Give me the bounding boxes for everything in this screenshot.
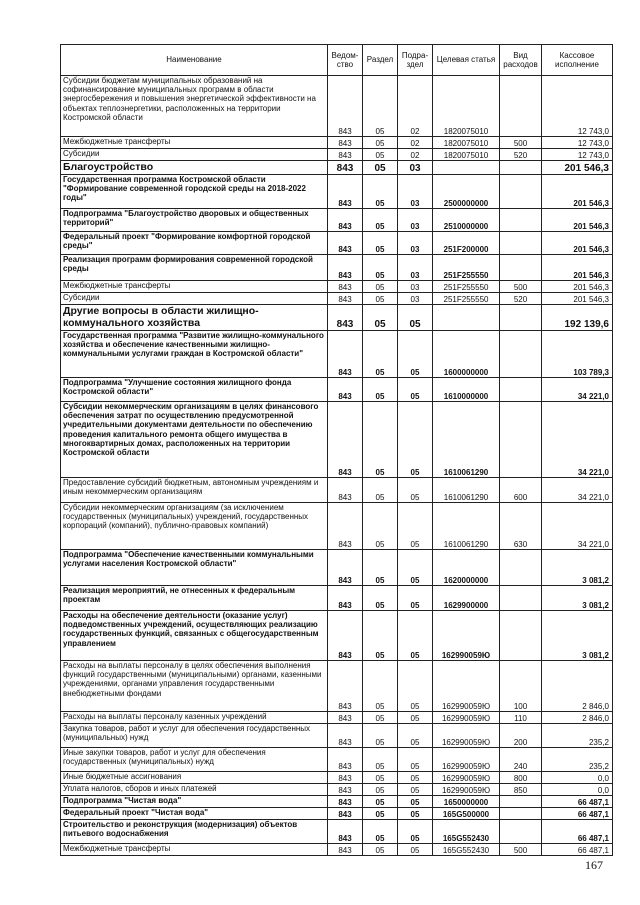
row-section: 05 [363, 611, 398, 661]
header-department: Ведом-ство [328, 45, 363, 76]
row-name: Иные бюджетные ассигнования [61, 772, 328, 784]
table-row [61, 796, 613, 808]
table-row [61, 137, 613, 149]
row-target-article: 162990059Ю [433, 611, 500, 661]
table-row [61, 712, 613, 724]
row-name: Расходы на выплаты персоналу казенных учреждений [61, 712, 328, 724]
table-row [61, 808, 613, 820]
row-name: Субсидии [61, 293, 328, 305]
row-department: 843 [328, 844, 363, 856]
row-expense-type [500, 232, 542, 255]
row-name: Субсидии некоммерческим организациям (за исключением государственных (муниципальных) учреждений, государственных корпораций (компаний), публично-правовых компаний) [61, 503, 328, 550]
row-expense-type [500, 550, 542, 586]
row-target-article: 1600000000 [433, 331, 500, 378]
row-section: 05 [363, 161, 398, 175]
table-row [61, 161, 613, 175]
row-amount: 34 221,0 [542, 478, 613, 503]
row-department: 843 [328, 550, 363, 586]
row-expense-type [500, 378, 542, 402]
row-amount: 201 546,3 [542, 255, 613, 281]
row-name: Уплата налогов, сборов и иных платежей [61, 784, 328, 796]
row-section: 05 [363, 293, 398, 305]
row-department: 843 [328, 712, 363, 724]
row-department: 843 [328, 305, 363, 331]
row-department: 843 [328, 293, 363, 305]
row-name: Субсидии бюджетам муниципальных образований на софинансирование муниципальных программ в области энергосбережения и повышения энергетической эффективности на объектах теплоэнергетики, расположенных на территории Костромской области [61, 76, 328, 137]
row-section: 05 [363, 784, 398, 796]
row-subsection: 05 [398, 784, 433, 796]
row-target-article: 165G500000 [433, 808, 500, 820]
row-target-article: 1820075010 [433, 137, 500, 149]
row-amount: 66 487,1 [542, 808, 613, 820]
header-name: Наименование [61, 45, 328, 76]
row-department: 843 [328, 209, 363, 232]
row-section: 05 [363, 820, 398, 844]
row-section: 05 [363, 378, 398, 402]
row-department: 843 [328, 149, 363, 161]
row-target-article: 162990059Ю [433, 784, 500, 796]
row-subsection: 05 [398, 796, 433, 808]
row-name: Государственная программа "Развитие жилищно-коммунального хозяйства и обеспечение качественными жилищно-коммунальными услугами граждан в Костромской области" [61, 331, 328, 378]
row-target-article: 251F255550 [433, 281, 500, 293]
row-department: 843 [328, 161, 363, 175]
row-amount: 66 487,1 [542, 844, 613, 856]
row-amount: 103 789,3 [542, 331, 613, 378]
row-target-article: 162990059Ю [433, 748, 500, 772]
table-row [61, 402, 613, 478]
row-department: 843 [328, 281, 363, 293]
row-expense-type [500, 586, 542, 611]
row-expense-type: 200 [500, 724, 542, 748]
row-expense-type: 110 [500, 712, 542, 724]
row-expense-type [500, 76, 542, 137]
table-row [61, 293, 613, 305]
row-subsection: 05 [398, 808, 433, 820]
row-name: Предоставление субсидий бюджетным, автономным учреждениям и иным некоммерческим организациям [61, 478, 328, 503]
row-name: Федеральный проект "Чистая вода" [61, 808, 328, 820]
row-expense-type [500, 808, 542, 820]
row-department: 843 [328, 820, 363, 844]
row-subsection: 05 [398, 772, 433, 784]
row-amount: 0,0 [542, 784, 613, 796]
table-row [61, 175, 613, 209]
table-row [61, 661, 613, 712]
row-section: 05 [363, 137, 398, 149]
row-target-article [433, 305, 500, 331]
row-target-article: 2500000000 [433, 175, 500, 209]
row-subsection: 05 [398, 820, 433, 844]
row-expense-type: 500 [500, 137, 542, 149]
row-name: Реализация программ формирования современной городской среды [61, 255, 328, 281]
row-expense-type: 520 [500, 293, 542, 305]
row-section: 05 [363, 402, 398, 478]
row-section: 05 [363, 281, 398, 293]
header-target-article: Целевая статья [433, 45, 500, 76]
table-row [61, 784, 613, 796]
header-cash-execution: Кассовое исполнение [542, 45, 613, 76]
row-target-article [433, 161, 500, 175]
row-target-article: 165G552430 [433, 844, 500, 856]
table-row [61, 209, 613, 232]
row-expense-type [500, 209, 542, 232]
row-target-article: 251F200000 [433, 232, 500, 255]
row-department: 843 [328, 76, 363, 137]
table-row [61, 772, 613, 784]
row-name: Другие вопросы в области жилищно-коммунального хозяйства [61, 305, 328, 331]
row-expense-type [500, 175, 542, 209]
row-subsection: 05 [398, 844, 433, 856]
row-name: Межбюджетные трансферты [61, 137, 328, 149]
row-section: 05 [363, 503, 398, 550]
row-subsection: 03 [398, 175, 433, 209]
row-subsection: 03 [398, 293, 433, 305]
row-target-article: 1620000000 [433, 550, 500, 586]
row-amount: 192 139,6 [542, 305, 613, 331]
row-expense-type: 850 [500, 784, 542, 796]
row-name: Межбюджетные трансферты [61, 844, 328, 856]
row-subsection: 05 [398, 748, 433, 772]
row-target-article: 251F255550 [433, 293, 500, 305]
row-section: 05 [363, 844, 398, 856]
row-name: Государственная программа Костромской области "Формирование современной городской среды на 2018-2022 годы" [61, 175, 328, 209]
row-subsection: 05 [398, 611, 433, 661]
row-expense-type: 500 [500, 281, 542, 293]
row-amount: 3 081,2 [542, 611, 613, 661]
row-subsection: 02 [398, 76, 433, 137]
budget-table [60, 44, 613, 856]
row-department: 843 [328, 378, 363, 402]
row-department: 843 [328, 796, 363, 808]
row-section: 05 [363, 748, 398, 772]
row-subsection: 05 [398, 378, 433, 402]
row-name: Благоустройство [61, 161, 328, 175]
row-expense-type [500, 331, 542, 378]
table-row [61, 550, 613, 586]
row-section: 05 [363, 478, 398, 503]
row-amount: 0,0 [542, 772, 613, 784]
row-expense-type: 800 [500, 772, 542, 784]
table-row [61, 232, 613, 255]
row-section: 05 [363, 772, 398, 784]
row-department: 843 [328, 586, 363, 611]
row-department: 843 [328, 402, 363, 478]
table-row [61, 76, 613, 137]
table-header-row [61, 45, 613, 76]
table-row [61, 503, 613, 550]
row-amount: 12 743,0 [542, 149, 613, 161]
table-row [61, 820, 613, 844]
row-subsection: 02 [398, 137, 433, 149]
row-subsection: 05 [398, 712, 433, 724]
row-amount: 201 546,3 [542, 161, 613, 175]
row-department: 843 [328, 232, 363, 255]
row-section: 05 [363, 175, 398, 209]
row-expense-type: 600 [500, 478, 542, 503]
row-target-article: 162990059Ю [433, 724, 500, 748]
row-name: Федеральный проект "Формирование комфортной городской среды" [61, 232, 328, 255]
row-name: Закупка товаров, работ и услуг для обеспечения государственных (муниципальных) нужд [61, 724, 328, 748]
row-name: Расходы на обеспечение деятельности (оказание услуг) подведомственных учреждений, осуществляющих реализацию государственных функций, связанных с общегосударственным управлением [61, 611, 328, 661]
row-department: 843 [328, 255, 363, 281]
row-amount: 235,2 [542, 748, 613, 772]
table-row [61, 611, 613, 661]
row-name: Расходы на выплаты персоналу в целях обеспечения выполнения функций государственными (муниципальными) органами, казенными учреждениями, органами управления государственными внебюджетными фондами [61, 661, 328, 712]
row-subsection: 03 [398, 232, 433, 255]
row-target-article: 162990059Ю [433, 661, 500, 712]
row-amount: 34 221,0 [542, 503, 613, 550]
row-section: 05 [363, 305, 398, 331]
row-subsection: 03 [398, 281, 433, 293]
row-section: 05 [363, 808, 398, 820]
row-amount: 3 081,2 [542, 586, 613, 611]
table-row [61, 331, 613, 378]
row-section: 05 [363, 76, 398, 137]
table-row [61, 844, 613, 856]
row-expense-type: 520 [500, 149, 542, 161]
row-target-article: 162990059Ю [433, 712, 500, 724]
row-name: Субсидии [61, 149, 328, 161]
row-subsection: 03 [398, 255, 433, 281]
table-row [61, 149, 613, 161]
row-name: Межбюджетные трансферты [61, 281, 328, 293]
row-expense-type [500, 402, 542, 478]
row-department: 843 [328, 784, 363, 796]
row-subsection: 05 [398, 331, 433, 378]
row-section: 05 [363, 661, 398, 712]
row-department: 843 [328, 772, 363, 784]
row-amount: 2 846,0 [542, 661, 613, 712]
row-target-article: 2510000000 [433, 209, 500, 232]
row-target-article: 1610061290 [433, 478, 500, 503]
row-amount: 12 743,0 [542, 137, 613, 149]
row-section: 05 [363, 796, 398, 808]
row-amount: 34 221,0 [542, 402, 613, 478]
row-section: 05 [363, 586, 398, 611]
row-department: 843 [328, 175, 363, 209]
row-section: 05 [363, 232, 398, 255]
row-amount: 12 743,0 [542, 76, 613, 137]
table-row [61, 748, 613, 772]
row-department: 843 [328, 748, 363, 772]
row-name: Строительство и реконструкция (модернизация) объектов питьевого водоснабжения [61, 820, 328, 844]
row-target-article: 1629900000 [433, 586, 500, 611]
row-amount: 34 221,0 [542, 378, 613, 402]
row-target-article: 1650000000 [433, 796, 500, 808]
table-body [61, 76, 613, 856]
row-amount: 66 487,1 [542, 820, 613, 844]
page-number: 167 [585, 858, 603, 872]
row-subsection: 05 [398, 305, 433, 331]
table-row [61, 724, 613, 748]
row-name: Подпрограмма "Чистая вода" [61, 796, 328, 808]
row-target-article: 1610061290 [433, 503, 500, 550]
table-row [61, 255, 613, 281]
row-expense-type [500, 796, 542, 808]
row-target-article: 162990059Ю [433, 772, 500, 784]
table-row [61, 586, 613, 611]
row-section: 05 [363, 331, 398, 378]
row-department: 843 [328, 331, 363, 378]
table-row [61, 305, 613, 331]
header-subsection: Подра-здел [398, 45, 433, 76]
row-target-article: 1610000000 [433, 378, 500, 402]
row-name: Реализация мероприятий, не отнесенных к федеральным проектам [61, 586, 328, 611]
row-expense-type [500, 611, 542, 661]
row-name: Подпрограмма "Улучшение состояния жилищного фонда Костромской области" [61, 378, 328, 402]
row-subsection: 03 [398, 209, 433, 232]
row-target-article: 1610061290 [433, 402, 500, 478]
row-amount: 235,2 [542, 724, 613, 748]
row-subsection: 05 [398, 586, 433, 611]
row-department: 843 [328, 808, 363, 820]
row-section: 05 [363, 255, 398, 281]
row-section: 05 [363, 550, 398, 586]
row-amount: 201 546,3 [542, 281, 613, 293]
row-department: 843 [328, 611, 363, 661]
row-subsection: 05 [398, 402, 433, 478]
row-amount: 3 081,2 [542, 550, 613, 586]
row-section: 05 [363, 209, 398, 232]
table-row [61, 378, 613, 402]
row-expense-type [500, 820, 542, 844]
row-expense-type: 100 [500, 661, 542, 712]
row-subsection: 05 [398, 503, 433, 550]
row-expense-type: 630 [500, 503, 542, 550]
row-expense-type: 240 [500, 748, 542, 772]
row-department: 843 [328, 724, 363, 748]
header-expense-type: Вид расходов [500, 45, 542, 76]
row-target-article: 165G552430 [433, 820, 500, 844]
row-amount: 201 546,3 [542, 209, 613, 232]
row-amount: 201 546,3 [542, 293, 613, 305]
row-target-article: 1820075010 [433, 149, 500, 161]
row-amount: 201 546,3 [542, 175, 613, 209]
row-expense-type [500, 255, 542, 281]
row-department: 843 [328, 503, 363, 550]
row-section: 05 [363, 149, 398, 161]
row-name: Субсидии некоммерческим организациям в целях финансового обеспечения затрат по осуществлению предусмотренной учредительными документами деятельности по обеспечению проведения капитального ремонта общего имущества в многоквартирных домах, расположенных на территории Костромской области [61, 402, 328, 478]
row-name: Подпрограмма "Благоустройство дворовых и общественных территорий" [61, 209, 328, 232]
row-subsection: 05 [398, 661, 433, 712]
row-amount: 66 487,1 [542, 796, 613, 808]
row-target-article: 251F255550 [433, 255, 500, 281]
row-subsection: 05 [398, 724, 433, 748]
row-subsection: 05 [398, 550, 433, 586]
row-section: 05 [363, 724, 398, 748]
row-expense-type [500, 305, 542, 331]
row-department: 843 [328, 661, 363, 712]
row-target-article: 1820075010 [433, 76, 500, 137]
row-expense-type [500, 161, 542, 175]
row-section: 05 [363, 712, 398, 724]
header-section: Раздел [363, 45, 398, 76]
table-row [61, 478, 613, 503]
row-department: 843 [328, 478, 363, 503]
row-expense-type: 500 [500, 844, 542, 856]
row-name: Подпрограмма "Обеспечение качественными коммунальными услугами населения Костромской области" [61, 550, 328, 586]
row-department: 843 [328, 137, 363, 149]
row-subsection: 05 [398, 478, 433, 503]
row-subsection: 03 [398, 161, 433, 175]
row-name: Иные закупки товаров, работ и услуг для обеспечения государственных (муниципальных) нужд [61, 748, 328, 772]
row-amount: 2 846,0 [542, 712, 613, 724]
row-subsection: 02 [398, 149, 433, 161]
table-row [61, 281, 613, 293]
row-amount: 201 546,3 [542, 232, 613, 255]
